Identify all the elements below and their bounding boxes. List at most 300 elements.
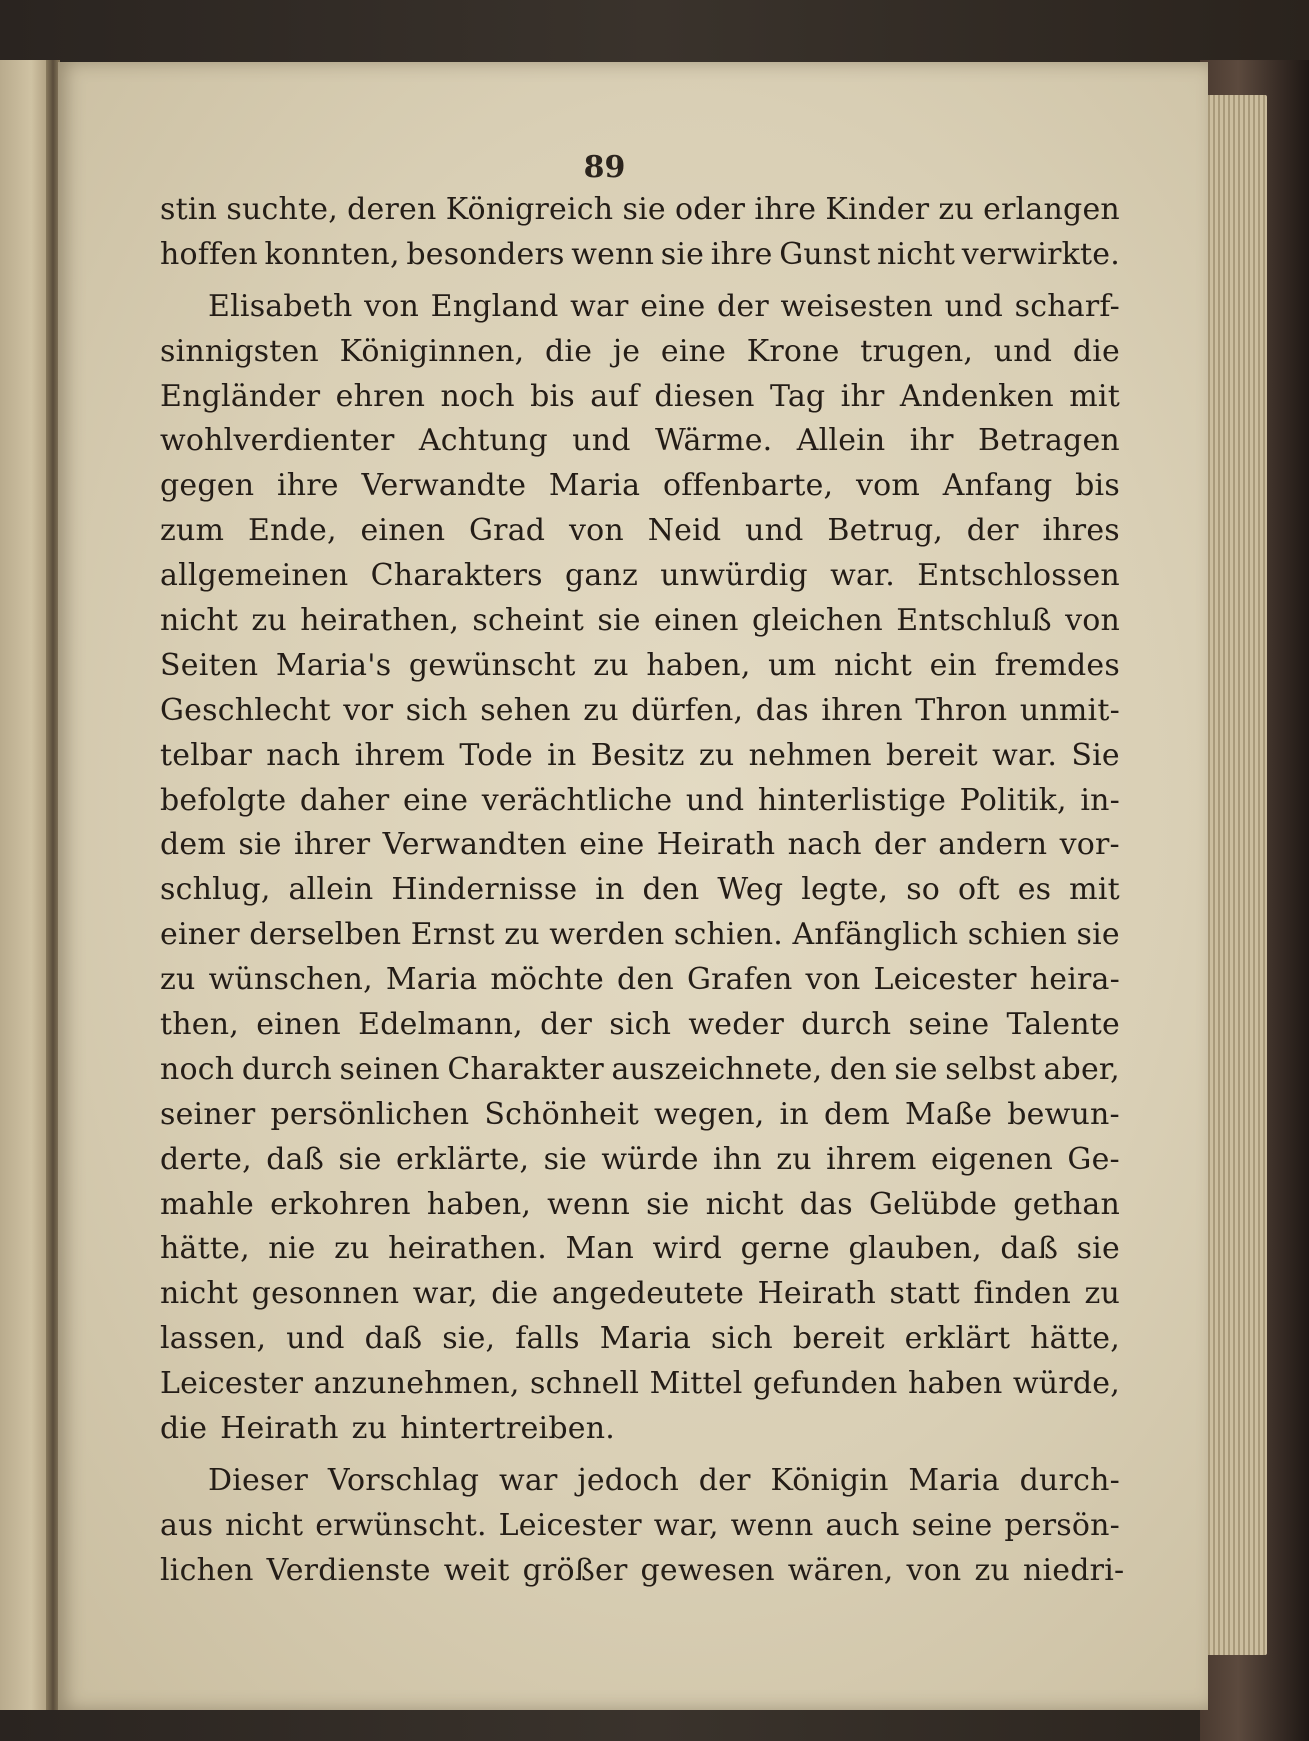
word: Grafen	[686, 962, 793, 998]
word: die	[545, 333, 593, 369]
word: aus	[160, 1507, 214, 1543]
word: in-	[1080, 782, 1120, 818]
word: noch	[160, 1051, 235, 1087]
word: lichen	[160, 1552, 254, 1588]
text-line	[160, 1048, 1120, 1093]
word: derte,	[160, 1141, 252, 1177]
word: bis	[530, 378, 575, 414]
page-stack-edge	[1205, 95, 1267, 1655]
word: finden	[973, 1276, 1071, 1312]
word: eine	[402, 782, 469, 818]
word: sich	[405, 692, 468, 728]
word: konnten,	[264, 236, 400, 272]
word: zu	[698, 737, 735, 773]
word: durch	[241, 1051, 332, 1087]
word: je	[612, 333, 641, 369]
word: nicht	[225, 1507, 304, 1543]
word: und	[944, 288, 1004, 324]
word: Heirath	[757, 1276, 877, 1312]
word: Maße	[905, 1096, 993, 1132]
word: Heirath	[220, 1411, 339, 1447]
word: allgemeinen	[160, 558, 349, 594]
word: erkohren	[270, 1186, 411, 1222]
word: war	[499, 1462, 558, 1498]
word: sie	[646, 1186, 690, 1222]
word: bereit	[886, 737, 978, 773]
word: einen	[360, 513, 446, 549]
word: wenn	[571, 236, 655, 272]
word: offenbarte,	[662, 468, 834, 504]
word: zu	[593, 647, 629, 683]
word: lassen,	[160, 1321, 267, 1357]
word: und	[745, 513, 804, 549]
word: Charakters	[370, 558, 543, 594]
left-facing-page	[0, 60, 52, 1710]
word: ihren	[821, 692, 903, 728]
word: vor	[343, 692, 394, 728]
word: den	[829, 1051, 887, 1087]
text-line	[160, 375, 1120, 420]
word: bis	[1075, 468, 1120, 504]
word: seiner	[160, 1096, 256, 1132]
text-line	[160, 1459, 1120, 1504]
word: bewun-	[1007, 1096, 1120, 1132]
word: Schönheit	[484, 1096, 639, 1132]
word: das	[755, 692, 809, 728]
word: Krone	[746, 333, 840, 369]
word: das	[799, 1186, 853, 1222]
word: derselben	[249, 917, 402, 953]
word: stin	[160, 192, 218, 227]
word: ihr	[909, 423, 954, 459]
word: besonders	[406, 236, 565, 272]
word: erwünscht.	[315, 1507, 487, 1543]
word: gewesen	[640, 1552, 775, 1588]
word: Königreich	[445, 192, 614, 227]
word: dem	[160, 827, 227, 863]
word: der	[966, 513, 1019, 549]
text-line	[160, 1362, 1120, 1407]
word: von	[906, 1552, 962, 1588]
word: weisesten	[780, 288, 934, 324]
word: Betrug,	[827, 513, 943, 549]
word: wären,	[787, 1552, 894, 1588]
word: und	[572, 423, 631, 459]
word: nehmen	[748, 737, 872, 773]
word: schnell	[530, 1366, 640, 1402]
word: Maria's	[275, 647, 392, 683]
text-line	[160, 1003, 1120, 1048]
word: Engländer	[160, 378, 321, 414]
word: größer	[522, 1552, 628, 1588]
word: ihrem	[354, 737, 446, 773]
text-line	[160, 1504, 1120, 1549]
word: die	[160, 1411, 208, 1447]
word: Wärme.	[655, 423, 773, 459]
body-text	[160, 188, 1125, 1594]
word: gleichen	[751, 603, 883, 639]
word: nie	[268, 1231, 316, 1267]
word: persön-	[1004, 1507, 1120, 1543]
word: oft	[957, 872, 1000, 908]
word: Vorschlag	[327, 1462, 480, 1498]
word: dürfen,	[631, 692, 744, 728]
word: nach	[266, 737, 341, 773]
word: war,	[412, 1276, 478, 1312]
word: und	[685, 782, 745, 818]
word: wünschen,	[208, 962, 373, 998]
word: eine	[640, 288, 706, 324]
word: Hindernisse	[391, 872, 578, 908]
word: oder	[675, 192, 746, 227]
word: sie	[338, 1141, 382, 1177]
word: gegen	[160, 468, 255, 504]
word: einen	[256, 1007, 341, 1043]
word: Königin	[770, 1462, 889, 1498]
word: zu	[974, 1552, 1010, 1588]
word: wegen,	[654, 1096, 765, 1132]
word: persönlichen	[270, 1096, 470, 1132]
word: hintertreiben.	[400, 1411, 615, 1447]
word: mit	[1069, 872, 1120, 908]
word: Verwandten	[382, 827, 567, 863]
word: Verwandte	[361, 468, 527, 504]
word: zu	[160, 962, 196, 998]
word: und	[286, 1321, 345, 1357]
word: andern	[938, 827, 1048, 863]
word: gesonnen	[251, 1276, 400, 1312]
word: befolgte	[160, 782, 287, 818]
word: zu	[504, 917, 540, 953]
text-line	[160, 464, 1120, 509]
word: sie	[238, 827, 282, 863]
word: Betragen	[977, 423, 1120, 459]
text-line	[160, 734, 1120, 779]
text-line	[160, 1549, 1125, 1594]
word: sie	[1076, 1231, 1120, 1267]
word: einen	[653, 603, 739, 639]
word: sich	[609, 1007, 672, 1043]
word: der	[698, 1462, 751, 1498]
word: sie	[894, 1051, 938, 1087]
word: Maria	[908, 1462, 1000, 1498]
word: gethan	[1013, 1186, 1120, 1222]
text-line	[160, 233, 1120, 278]
word: ehren	[335, 378, 426, 414]
word: nicht	[160, 1276, 239, 1312]
word: war.	[830, 558, 896, 594]
text-line	[160, 1183, 1120, 1228]
word: war	[570, 288, 629, 324]
word: Entschlossen	[917, 558, 1120, 594]
word: seinen	[339, 1051, 440, 1087]
word: Andenken	[899, 378, 1054, 414]
word: Heirath	[656, 827, 776, 863]
word: angedeutete	[551, 1276, 745, 1312]
word: zu	[583, 692, 619, 728]
word: erklärte,	[396, 1141, 530, 1177]
word: ihre	[276, 468, 339, 504]
word: haben,	[646, 647, 751, 683]
word: sinnigsten	[160, 333, 319, 369]
word: Leicester	[160, 1366, 304, 1402]
word: sie	[1076, 917, 1120, 953]
word: fremdes	[994, 647, 1120, 683]
word: nach	[787, 827, 862, 863]
word: Man	[565, 1231, 634, 1267]
text-line	[160, 285, 1120, 330]
text-line	[160, 1317, 1120, 1362]
word: wird	[652, 1231, 723, 1267]
word: sie	[660, 236, 705, 272]
text-line	[160, 1272, 1120, 1317]
word: anzunehmen,	[313, 1366, 520, 1402]
text-line	[160, 868, 1120, 913]
word: wenn	[730, 1507, 814, 1543]
word: ihre	[710, 236, 773, 272]
word: Kinder	[825, 192, 930, 227]
word: Sie	[1071, 737, 1120, 773]
word: Edelmann,	[358, 1007, 523, 1043]
word: ihn	[713, 1141, 762, 1177]
word: Geschlecht	[160, 692, 331, 728]
word: erlangen	[983, 192, 1120, 227]
word: um	[768, 647, 817, 683]
word: in	[547, 737, 577, 773]
text-line	[160, 1227, 1120, 1272]
word: durch-	[1019, 1462, 1120, 1498]
word: ihre	[754, 192, 817, 227]
word: hätte,	[160, 1231, 250, 1267]
word: hoffen	[160, 236, 258, 272]
word: Weg	[717, 872, 784, 908]
word: schien	[967, 917, 1068, 953]
word: aber,	[1043, 1051, 1120, 1087]
text-line	[160, 779, 1120, 824]
word: ein	[929, 647, 977, 683]
text-line	[160, 419, 1120, 464]
word: der	[540, 1007, 593, 1043]
word: die	[491, 1276, 539, 1312]
word: allein	[288, 872, 374, 908]
word: mahle	[160, 1186, 255, 1222]
word: nicht	[876, 236, 956, 272]
word: noch	[440, 378, 515, 414]
word: daß	[266, 1141, 324, 1177]
word: einer	[160, 917, 240, 953]
word: haben,	[426, 1186, 532, 1222]
word: war.	[992, 737, 1058, 773]
text-line	[160, 689, 1120, 734]
word: Leicester	[873, 962, 1017, 998]
word: falls	[515, 1321, 580, 1357]
word: Gelübde	[868, 1186, 998, 1222]
word: würde	[601, 1141, 699, 1177]
paragraph-gap	[160, 278, 1120, 285]
word: erklärt	[904, 1321, 1011, 1357]
word: Leicester	[498, 1507, 642, 1543]
word: würde,	[1012, 1366, 1120, 1402]
word: sie	[597, 603, 641, 639]
word: Maria	[385, 962, 478, 998]
word: nicht	[833, 647, 913, 683]
word: schlug,	[160, 872, 271, 908]
word: sie,	[442, 1321, 496, 1357]
word: ihr	[840, 378, 885, 414]
word: nicht	[160, 603, 239, 639]
word: mit	[1069, 378, 1120, 414]
word: eine	[660, 333, 727, 369]
word: zu	[776, 1141, 812, 1177]
word: selbst	[945, 1051, 1036, 1087]
word: ihrem	[826, 1141, 917, 1177]
word: then,	[160, 1007, 239, 1043]
word: weder	[688, 1007, 785, 1043]
word: Tode	[459, 737, 533, 773]
word: statt	[889, 1276, 960, 1312]
word: Maria	[548, 468, 641, 504]
text-line	[160, 554, 1120, 599]
text-line	[160, 330, 1120, 375]
word: Politik,	[959, 782, 1067, 818]
word: hinterlistige	[757, 782, 947, 818]
word: von	[568, 513, 624, 549]
text-line	[160, 188, 1120, 233]
word: den	[642, 872, 700, 908]
word: von	[1065, 603, 1120, 639]
word: zu	[938, 192, 974, 227]
word: auf	[590, 378, 640, 414]
word: es	[1017, 872, 1052, 908]
word: daß	[364, 1321, 423, 1357]
word: suchte,	[226, 192, 338, 227]
word: scharf-	[1014, 288, 1120, 324]
text-line	[160, 913, 1120, 958]
word: Dieser	[208, 1462, 309, 1498]
word: Seiten	[160, 647, 259, 683]
word: Elisabeth	[208, 288, 353, 324]
word: daß	[1000, 1231, 1059, 1267]
word: von	[364, 288, 420, 324]
word: nicht	[705, 1186, 784, 1222]
word: ganz	[565, 558, 639, 594]
word: werden	[549, 917, 665, 953]
word: Tag	[769, 378, 826, 414]
word: zu	[334, 1231, 370, 1267]
paragraph-gap	[160, 1452, 1120, 1459]
word: schien.	[673, 917, 784, 953]
word: in	[779, 1096, 809, 1132]
word: möchte	[490, 962, 604, 998]
word: vom	[855, 468, 921, 504]
word: der	[874, 827, 926, 863]
word: heirathen.	[388, 1231, 547, 1267]
word: und	[993, 333, 1053, 369]
word: Gunst	[779, 236, 871, 272]
word: Königinnen,	[339, 333, 525, 369]
word: scheint	[472, 603, 585, 639]
word: Allein	[796, 423, 886, 459]
word: zum	[160, 513, 225, 549]
word: sie	[622, 192, 666, 227]
word: Achtung	[418, 423, 548, 459]
word: haben	[907, 1366, 1003, 1402]
text-line	[160, 1093, 1120, 1138]
word: von	[805, 962, 861, 998]
page-number: 89	[583, 150, 626, 185]
word: bereit	[792, 1321, 885, 1357]
word: Ende,	[247, 513, 337, 549]
word: zu	[351, 1411, 388, 1447]
word: dem	[823, 1096, 890, 1132]
word: Maria	[599, 1321, 692, 1357]
word: auch	[825, 1507, 900, 1543]
text-line	[160, 599, 1120, 644]
word: heira-	[1029, 962, 1120, 998]
word: weit	[443, 1552, 510, 1588]
word: zu	[251, 603, 287, 639]
word: wohlverdienter	[160, 423, 395, 459]
text-line	[160, 823, 1120, 868]
word: Thron	[915, 692, 1008, 728]
word: unwürdig	[660, 558, 808, 594]
text-line	[160, 644, 1120, 689]
word: hätte,	[1030, 1321, 1120, 1357]
word: heirathen,	[300, 603, 460, 639]
word: legte,	[801, 872, 889, 908]
word: gerne	[740, 1231, 830, 1267]
word: sehen	[480, 692, 571, 728]
text-line	[160, 1407, 1120, 1452]
word: deren	[347, 192, 437, 227]
word: sie	[543, 1141, 587, 1177]
word: sich	[711, 1321, 773, 1357]
word: so	[906, 872, 941, 908]
word: Neid	[647, 513, 722, 549]
word: Talente	[1006, 1007, 1120, 1043]
word: Verdienste	[266, 1552, 431, 1588]
word: zu	[1084, 1276, 1120, 1312]
word: Besitz	[590, 737, 685, 773]
word: der	[717, 288, 769, 324]
word: verächtliche	[481, 782, 673, 818]
word: Anfang	[942, 468, 1053, 504]
word: gewünscht	[408, 647, 576, 683]
word: eigenen	[930, 1141, 1054, 1177]
word: daher	[299, 782, 390, 818]
word: diesen	[654, 378, 755, 414]
word: glauben,	[848, 1231, 982, 1267]
word: Mittel	[649, 1366, 743, 1402]
text-line	[160, 509, 1120, 554]
word: Entschluß	[896, 603, 1052, 639]
word: telbar	[160, 737, 253, 773]
word: Grad	[469, 513, 546, 549]
text-line	[160, 958, 1120, 1003]
word: trugen,	[860, 333, 974, 369]
word: durch	[801, 1007, 892, 1043]
word: in	[595, 872, 625, 908]
word: gefunden	[752, 1366, 898, 1402]
word: Ernst	[410, 917, 495, 953]
word: jedoch	[577, 1462, 679, 1498]
text-line	[160, 1138, 1120, 1183]
word: vor-	[1059, 827, 1120, 863]
word: den	[617, 962, 674, 998]
word: verwirkte.	[961, 236, 1120, 272]
word: die	[1072, 333, 1120, 369]
word: ihrer	[294, 827, 371, 863]
